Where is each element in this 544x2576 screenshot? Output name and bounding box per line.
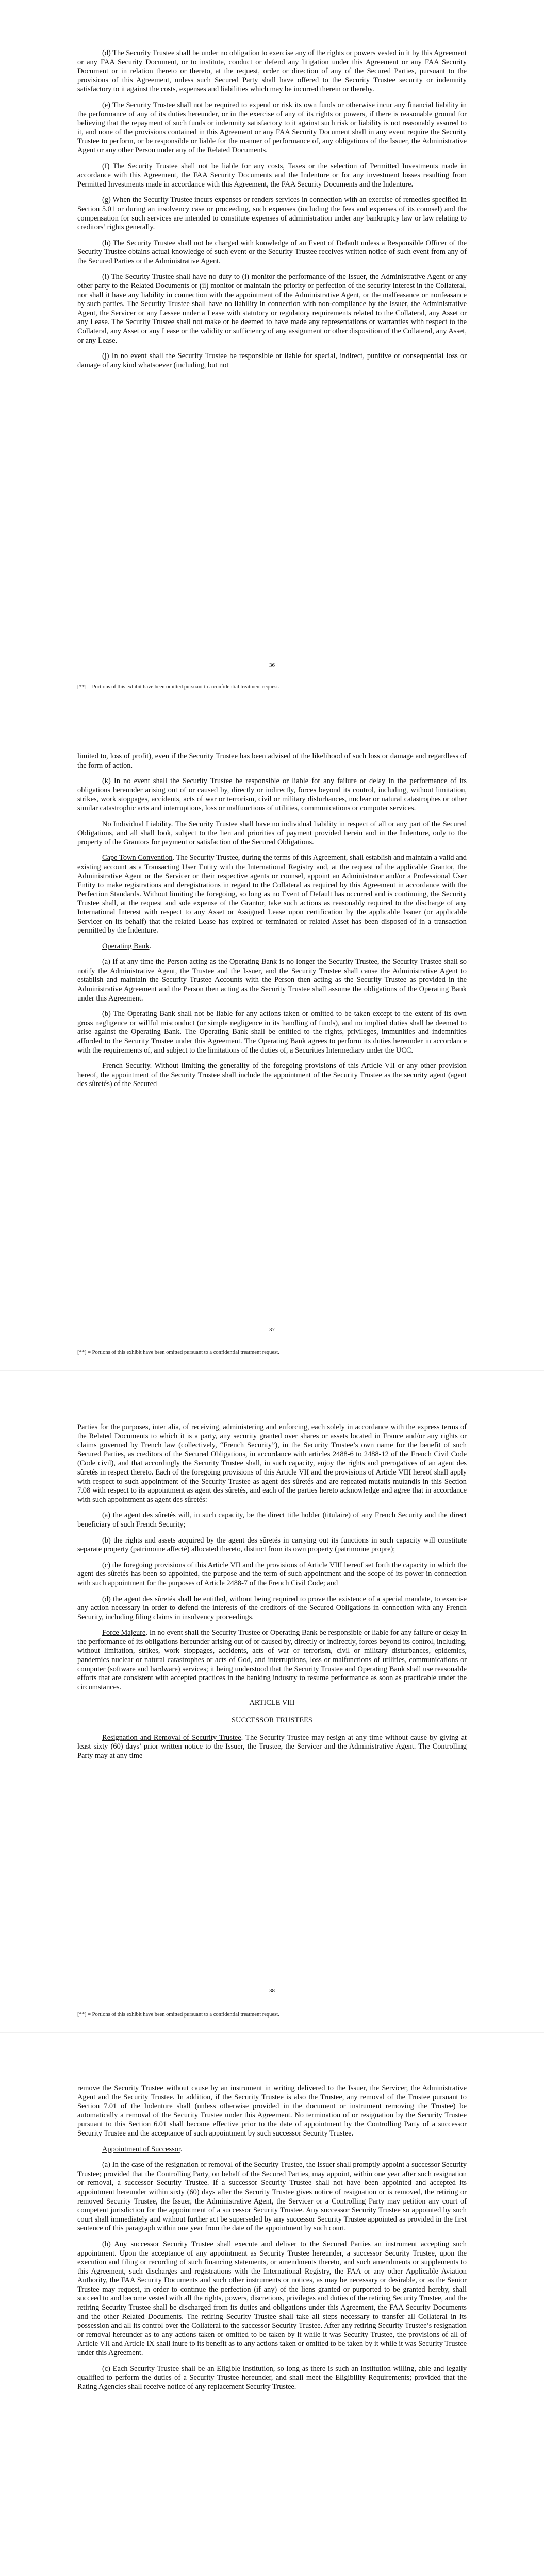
section-text: The Security Trustee may resign at any time without cause by giving at least sixty (60) days’ prior written notice to the Issuer, the Trustee, the Servicer and the Administrative Agent. The Controlling Party may at any time	[77, 1733, 467, 1760]
paragraph: (i) The Security Trustee shall have no duty to (i) monitor the performance of the Issuer, the Administrative Agent or any other party to the Related Documents or (ii) monitor or maintain the priority or perfection of the security interest in the Collateral, nor shall it have any liability in connection with the appointment of the Administrative Agent, or the malfeasance or nonfeasance by such parties. The Security Trustee shall have no liability in connection with non-compliance by the Issuer, the Administrative Agent, the Servicer or any Lessee under a Lease with statutory or regulatory requirements related to the Collateral, any Asset or any Lease. The Security Trustee shall not make or be deemed to have made any representations or warranties with respect to the Collateral, any Asset or any Lease or the validity or sufficiency of any assignment or other disposition of the Collateral, any Asset, or any Lease.	[77, 273, 467, 345]
section-text: The Security Trustee, during the terms of this Agreement, shall establish and maintain a valid and existing account as a Transacting User Entity with the International Registry and, at the request of the applicable Grantor, the Administrative Agent or the Servicer or their respective agents or counsel, appoint an Administrator and/or a Professional User Entity to make registrations and deregistrations in regard to the Collateral as required by this Agreement in accordance with the Perfection Standards. Without limiting the foregoing, so long as no Event of Default has occurred and is continuing, the Security Trustee shall, at the request and sole expense of the Grantor, take such actions as reasonably required to the discharge of any International Interest with respect to any Asset or Assigned Lease upon certification by the applicable Issuer (or applicable Servicer on its behalf) that the related Lease has expired or terminated or related Asset has been disposed of in a transaction permitted by the Indenture.	[77, 854, 467, 935]
confidential-footnote: [**] = Portions of this exhibit have been omitted pursuant to a confidential treatment request.	[77, 1350, 279, 1355]
page-divider	[0, 1370, 544, 1371]
section-resignation: Resignation and Removal of Security Trustee. The Security Trustee may resign at any time without cause by giving at least sixty (60) days’ prior written notice to the Issuer, the Trustee, the Servicer and the Administrative Agent. The Controlling Party may at any time	[77, 1733, 467, 1760]
list-item: (c) the foregoing provisions of this Article VII and the provisions of Article VIII hereof set forth the capacity in which the agent des sûretés has been so appointed, the purpose and the term of such appointment and the scope of its power in connection with such appointment for the purposes of Article 2488-7 of the French Civil Code; and	[77, 1561, 467, 1587]
page-number: 36	[269, 662, 275, 668]
section-title: Appointment of Successor	[102, 2145, 180, 2154]
document-page-36	[0, 49, 544, 657]
section-operating-bank: Operating Bank.	[102, 942, 152, 951]
section-title: No Individual Liability	[102, 820, 171, 828]
section-french-security: French Security. Without limiting the generality of the foregoing provisions of this Article VII or any other provision hereof, the appointment of the Security Trustee shall include the appointment of the Security Trustee as the security agent (agent des sûretés) of the Secured	[77, 1062, 467, 1089]
paragraph: (d) The Security Trustee shall be under no obligation to exercise any of the rights or powers vested in it by this Agreement or any FAA Security Document, or to institute, conduct or defend any litigation under this Agreement or any FAA Security Document or in relation thereto or thereto, at the request, order or direction of any of the Secured Parties, pursuant to the provisions of this Agreement, unless such Secured Party shall have offered to the Security Trustee security or indemnity satisfactory to it against the costs, expenses and liabilities which may be incurred therein or thereby.	[77, 49, 467, 94]
paragraph: (g) When the Security Trustee incurs expenses or renders services in connection with an exercise of remedies specified in Section 5.01 or during an insolvency case or proceeding, such expenses (including the fees and expenses of its counsel) and the compensation for such services are intended to constitute expenses of administration under any bankruptcy law or law relating to creditors’ rights generally.	[77, 196, 467, 232]
section-force-majeure: Force Majeure. In no event shall the Security Trustee or Operating Bank be responsible or liable for any failure or delay in the performance of its obligations hereunder arising out of or caused by, directly or indirectly, forces beyond its control, including, without limitation, strikes, work stoppages, accidents, acts of war or terrorism, civil or military disturbances, epidemics, pandemics nuclear or natural catastrophes or acts of God, and interruptions, loss or malfunctions of utilities, communications or computer (software and hardware) services; it being understood that the Security Trustee and Operating Bank shall use reasonable efforts that are consistent with accepted practices in the banking industry to resume performance as soon as practicable under the circumstances.	[77, 1629, 467, 1691]
paragraph: (f) The Security Trustee shall not be liable for any costs, Taxes or the selection of Permitted Investments made in accordance with this Agreement, the FAA Security Documents and the Indenture or for any investment losses resulting from Permitted Investments made in accordance with this Agreement, the FAA Security Documents and the Indenture.	[77, 162, 467, 189]
paragraph: (k) In no event shall the Security Trustee be responsible or liable for any failure or delay in the performance of its obligations hereunder arising out of or caused by, directly or indirectly, forces beyond its control, including, without limitation, strikes, work stoppages, accidents, acts of war or terrorism, civil or military disturbances, nuclear or natural catastrophes or other similar catastrophic acts and interruptions, loss or malfunctions of utilities, communications or computer services.	[77, 777, 467, 812]
section-text: The Security Trustee shall have no individual liability in respect of all or any part of the Secured Obligations, and all shall look, subject to the lien and priorities of payment provided herein and in the Indenture, only to the property of the Grantors for payment or satisfaction of the Secured Obligations.	[77, 820, 467, 846]
section-appointment-of-successor: Appointment of Successor.	[102, 2145, 183, 2154]
section-title: Force Majeure	[102, 1629, 146, 1637]
section-title: Resignation and Removal of Security Trustee	[102, 1733, 241, 1742]
section-text: In no event shall the Security Trustee or Operating Bank be responsible or liable for any failure or delay in the performance of its obligations hereunder arising out of or caused by, directly or indirectly, forces beyond its control, including, without limitation, strikes, work stoppages, accidents, acts of war or terrorism, civil or military disturbances, epidemics, pandemics nuclear or natural catastrophes or acts of God, and interruptions, loss or malfunctions of utilities, communications or computer (software and hardware) services; it being understood that the Security Trustee and Operating Bank shall use reasonable efforts that are consistent with accepted practices in the banking industry to resume performance as soon as practicable under the circumstances.	[77, 1629, 467, 1691]
section-cape-town: Cape Town Convention. The Security Trustee, during the terms of this Agreement, shall establish and maintain a valid and existing account as a Transacting User Entity with the International Registry and, at the request of the applicable Grantor, the Administrative Agent or the Servicer or their respective agents or counsel, appoint an Administrator and/or a Professional User Entity to make registrations and deregistrations in regard to the Collateral as required by this Agreement in accordance with the Perfection Standards. Without limiting the foregoing, so long as no Event of Default has occurred and is continuing, the Security Trustee shall, at the request and sole expense of the Grantor, take such actions as reasonably required to the discharge of any International Interest with respect to any Asset or Assigned Lease upon certification by the applicable Issuer (or applicable Servicer on its behalf) that the related Lease has expired or terminated or related Asset has been disposed of in a transaction permitted by the Indenture.	[77, 854, 467, 935]
article-title: SUCCESSOR TRUSTEES	[232, 1716, 312, 1725]
paragraph: (a) If at any time the Person acting as the Operating Bank is no longer the Security Trustee, the Security Trustee shall so notify the Administrative Agent, the Trustee and the Issuer, and the Security Trustee shall cause the Administrative Agent to establish and maintain the Security Trustee Accounts with the Person then acting as the Security Trustee as provided in the Administrative Agreement and the Person then acting as the Security Trustee shall assume the obligations of the Operating Bank under this Agreement.	[77, 958, 467, 1003]
page-divider	[0, 2032, 544, 2033]
paragraph: (a) In the case of the resignation or removal of the Security Trustee, the Issuer shall promptly appoint a successor Security Trustee; provided that the Controlling Party, on behalf of the Secured Parties, may appoint, within one year after such resignation or removal, a successor Security Trustee. If a successor Security Trustee shall not have been appointed and accepted its appointment hereunder within sixty (60) days after the Security Trustee gives notice of resignation or is removed, the retiring or removed Security Trustee, the Issuer, the Administrative Agent, the Servicer or a Controlling Party may petition any court of competent jurisdiction for the appointment of a successor Security Trustee. Any successor Security Trustee so appointed by such court shall immediately and without further act be superseded by any successor Security Trustee appointed as provided in the first sentence of this paragraph within one year from the date of the appointment by such court.	[77, 2161, 467, 2233]
page-number: 37	[269, 1327, 275, 1333]
paragraph: (c) Each Security Trustee shall be an Eligible Institution, so long as there is such an institution willing, able and legally qualified to perform the duties of a Security Trustee hereunder, and shall meet the Eligibility Requirements; provided that the Rating Agencies shall receive notice of any replacement Security Trustee.	[77, 2364, 467, 2391]
confidential-footnote: [**] = Portions of this exhibit have been omitted pursuant to a confidential treatment request.	[77, 684, 279, 690]
list-item: (b) the rights and assets acquired by the agent des sûretés in carrying out its functions in such capacity will constitute separate property (patrimoine affecté) allocated thereto, distinct from its own property (patrimoine propre);	[77, 1536, 467, 1554]
paragraph: (e) The Security Trustee shall not be required to expend or risk its own funds or otherwise incur any financial liability in the performance of any of its duties hereunder, or in the exercise of any of its rights or powers, if there is reasonable ground for believing that the repayment of such funds or indemnity satisfactory to it against such risk or liability is not reasonably assured to it, and none of the provisions contained in this Agreement or any FAA Security Document shall in any event require the Security Trustee to perform, or be responsible or liable for the manner of performance of, any obligations of the Issuer, the Administrative Agent or any other Person under any of the Related Documents.	[77, 100, 467, 155]
confidential-footnote: [**] = Portions of this exhibit have been omitted pursuant to a confidential treatment request.	[77, 2012, 279, 2018]
document-page-39	[0, 2084, 544, 2576]
list-item: (d) the agent des sûretés shall be entitled, without being required to prove the existence of a special mandate, to exercise any action necessary in order to defend the interests of the creditors of the Secured Obligations in connection with any French Security, including filing claims in insolvency proceedings.	[77, 1595, 467, 1621]
section-title: Operating Bank	[102, 942, 150, 951]
paragraph: remove the Security Trustee without cause by an instrument in writing delivered to the Issuer, the Servicer, the Administrative Agent and the Security Trustee. In addition, if the Security Trustee is also the Trustee, any removal of the Trustee pursuant to Section 7.01 of the Indenture shall (unless otherwise provided in the document or instrument removing the Trustee) be automatically a removal of the Security Trustee under this Agreement. No termination of or resignation by the Security Trustee pursuant to this Section 6.01 shall become effective prior to the date of appointment by the Controlling Party of a successor Security Trustee and the acceptance of such appointment by such successor Security Trustee.	[77, 2084, 467, 2138]
document-page-37	[0, 752, 544, 1319]
page-number: 38	[269, 1988, 275, 1994]
document-page-38	[0, 1423, 544, 1979]
paragraph: Parties for the purposes, inter alia, of receiving, administering and enforcing, each solely in accordance with the express terms of the Related Documents to which it is a party, any security granted over shares or assets located in France and/or any rights or claims governed by French law (collectively, “French Security”), in the Security Trustee’s own name for the benefit of such Secured Parties, as creditors of the Secured Obligations, in accordance with articles 2488-6 to 2488-12 of the French Civil Code (Code civil), and that accordingly the Security Trustee shall, in such capacity, enjoy the rights and prerogatives of an agent des sûretés in respect thereto. Each of the foregoing provisions of this Article VII and the provisions of Article VIII hereof shall apply with respect to such appointment of the Security Trustee as agent des sûretés and are repeated mutatis mutandis in this Section 7.08 with respect to its appointment as agent des sûretés, and each of the parties hereto acknowledge and agree that in accordance with such appointment as agent des sûretés:	[77, 1423, 467, 1504]
section-text: Without limiting the generality of the foregoing provisions of this Article VII or any other provision hereof, the appointment of the Security Trustee shall include the appointment of the Security Trustee as the security agent (agent des sûretés) of the Secured	[77, 1062, 467, 1089]
paragraph: (b) The Operating Bank shall not be liable for any actions taken or omitted to be taken except to the extent of its own gross negligence or willful misconduct (or simple negligence in its handling of funds), and no implied duties shall be deemed to arise against the Operating Bank. The Operating Bank shall be entitled to the rights, privileges, immunities and indemnities afforded to the Security Trustee under this Agreement. The Operating Bank agrees to perform its duties hereunder in accordance with the requirements of, and subject to the limitations of the duties of, a Securities Intermediary under the UCC.	[77, 1010, 467, 1055]
article-heading: ARTICLE VIII	[249, 1699, 295, 1707]
section-title: Cape Town Convention	[102, 854, 173, 862]
paragraph: (b) Any successor Security Trustee shall execute and deliver to the Secured Parties an instrument accepting such appointment. Upon the acceptance of any appointment as Security Trustee hereunder, a successor Security Trustee, upon the execution and filing or recording of such financing statements, or amendments thereto, and such amendments or supplements to this Agreement, such discharges and registrations with the International Registry, the FAA or any other Applicable Aviation Authority, the FAA Security Documents and such other instruments or notices, as may be necessary or desirable, or as the Senior Trustee may request, in order to continue the perfection (if any) of the liens granted or purported to be granted hereby, shall succeed to and become vested with all the rights, powers, discretions, privileges and duties of the retiring Security Trustee, and the retiring Security Trustee shall be discharged from its duties and obligations under this Agreement, the FAA Security Documents and the other Related Documents. The retiring Security Trustee shall take all steps necessary to transfer all Collateral in its possession and all its control over the Collateral to the successor Security Trustee. After any retiring Security Trustee’s resignation or removal hereunder as to any actions taken or omitted to be taken by it while it was Security Trustee, the provisions of all of Article VII and Article IX shall inure to its benefit as to any actions taken or omitted to be taken by it while it was Security Trustee under this Agreement.	[77, 2240, 467, 2358]
paragraph: (h) The Security Trustee shall not be charged with knowledge of an Event of Default unless a Responsible Officer of the Security Trustee obtains actual knowledge of such event or the Security Trustee receives written notice of such event from any of the Secured Parties or the Administrative Agent.	[77, 239, 467, 265]
section-no-individual-liability: No Individual Liability. The Security Trustee shall have no individual liability in respect of all or any part of the Secured Obligations, and all shall look, subject to the lien and priorities of payment provided herein and in the Indenture, only to the property of the Grantors for payment or satisfaction of the Secured Obligations.	[77, 820, 467, 846]
section-title: French Security	[102, 1062, 150, 1071]
paragraph: limited to, loss of profit), even if the Security Trustee has been advised of the likelihood of such loss or damage and regardless of the form of action.	[77, 752, 467, 770]
paragraph: (j) In no event shall the Security Trustee be responsible or liable for special, indirect, punitive or consequential loss or damage of any kind whatsoever (including, but not	[77, 352, 467, 369]
list-item: (a) the agent des sûretés will, in such capacity, be the direct title holder (titulaire) of any French Security and the direct beneficiary of such French Security;	[77, 1511, 467, 1529]
